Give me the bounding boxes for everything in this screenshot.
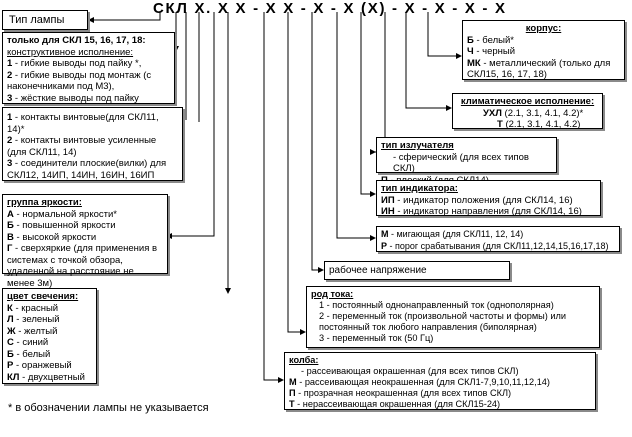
construction-key: 2 xyxy=(7,69,13,81)
color-text: - белый xyxy=(13,348,51,360)
indicator-text: - индикатор направления (для СКЛ14, 16) xyxy=(394,206,582,217)
connector-voltage xyxy=(312,12,320,270)
connector-indicator xyxy=(361,12,372,194)
brightness-box xyxy=(2,194,168,289)
flash-text: - порог срабатывания (для СКЛ11,12,14,15,16,17,18) xyxy=(387,240,609,251)
housing-box xyxy=(462,20,625,80)
footnote: * в обозначении лампы не указывается xyxy=(8,402,209,414)
construction-key: 3 xyxy=(7,92,13,104)
contacts-key: 3 xyxy=(7,158,13,169)
connector-housing xyxy=(428,12,458,56)
climate-key: УХЛ xyxy=(483,107,502,119)
brightness-text: - высокой яркости xyxy=(13,231,97,243)
bulb-text: - рассеивающая окрашенная (для всех типов СКЛ) xyxy=(301,366,519,376)
color-title: цвет свечения: xyxy=(7,291,79,302)
arrow-color xyxy=(225,288,231,294)
color-text: - красный xyxy=(12,302,59,314)
color-box xyxy=(2,288,97,384)
color-text: - зеленый xyxy=(13,314,60,325)
current-option: 2 - переменный ток (произвольной частоты и формы) или постоянный ток любого направления (биполярная) xyxy=(319,311,567,332)
climate-text: (2.1, 3.1, 4.1, 4.2) xyxy=(502,119,581,130)
color-text: - желтый xyxy=(15,325,58,337)
color-key: С xyxy=(7,337,14,348)
emitter-box xyxy=(376,137,557,173)
housing-text: - белый* xyxy=(473,34,514,46)
color-text: - синий xyxy=(13,337,49,348)
construction-text: - гибкие выводы под монтаж (с наконечниками под М3), xyxy=(7,69,152,92)
brightness-key: В xyxy=(7,231,14,243)
housing-key: МК xyxy=(467,57,481,69)
connector-bulb xyxy=(264,12,280,380)
bulb-text: - прозрачная неокрашенная (для всех типов СКЛ) xyxy=(295,388,512,398)
indicator-key: ИН xyxy=(381,206,395,217)
connector-lamp-type xyxy=(92,12,160,20)
construction-box xyxy=(2,32,175,104)
contacts-key: 2 xyxy=(7,135,13,146)
bulb-key: М xyxy=(289,377,297,387)
lamp-type-label: Тип лампы xyxy=(9,14,65,26)
construction-subtitle: конструктивное исполнение: xyxy=(7,46,134,58)
color-key: Л xyxy=(7,314,14,325)
housing-key: Б xyxy=(467,34,474,46)
connector-emitter xyxy=(372,12,385,152)
color-key: Б xyxy=(7,348,14,360)
flash-key: М xyxy=(381,229,389,239)
brightness-text: - сверхяркие (для применения в системах с точкой обзора, удаленной на расстояние не менее 3м) xyxy=(7,243,158,289)
color-key: КЛ xyxy=(7,371,20,383)
housing-text: - черный xyxy=(473,46,516,57)
housing-title: корпус: xyxy=(525,23,562,34)
climate-title: климатическое исполнение: xyxy=(460,96,595,107)
contacts-text: - контакты винтовые(для СКЛ11, 14)* xyxy=(7,112,159,135)
climate-key: Т xyxy=(497,119,503,130)
current-box xyxy=(306,286,600,348)
construction-title: только для СКЛ 15, 16, 17, 18: xyxy=(7,35,146,46)
bulb-title: колба: xyxy=(289,355,319,365)
indicator-key: ИП xyxy=(381,194,395,206)
brightness-text: - нормальной яркости* xyxy=(13,208,117,220)
flash-box xyxy=(376,226,620,252)
brightness-text: - повышенной яркости xyxy=(13,220,116,231)
construction-text: - жёсткие выводы под пайку xyxy=(12,92,139,104)
contacts-box xyxy=(2,107,183,181)
emitter-title: тип излучателя xyxy=(381,140,454,151)
bulb-text: - рассеивающая неокрашенная (для СКЛ1-7,9,10,11,12,14) xyxy=(296,377,550,387)
contacts-text: - соединители плоские(вилки) для СКЛ12, 14ИП, 14ИН, 16ИН, 16ИП xyxy=(7,158,167,181)
indicator-box xyxy=(376,180,601,216)
designation-code: СКЛ Х. Х Х - Х Х - Х - Х (Х) - Х - Х - Х - Х xyxy=(153,0,507,17)
climate-box xyxy=(452,93,603,129)
contacts-text: - контакты винтовые усиленные (для СКЛ11, 14) xyxy=(7,135,157,158)
contacts-key: 1 xyxy=(7,112,13,123)
indicator-text: - индикатор положения (для СКЛ14, 16) xyxy=(394,194,573,206)
bulb-text: - нерассеивающая окрашенная (для СКЛ15-24) xyxy=(294,399,501,409)
current-option: 1 - постоянный однонаправленный ток (однополярная) xyxy=(319,300,554,310)
climate-text: (2.1, 3.1, 4.1, 4.2)* xyxy=(501,107,584,119)
brightness-key: Г xyxy=(7,243,13,254)
color-text: - двухцветный xyxy=(19,371,85,383)
emitter-text: - сферический (для всех типов СКЛ) xyxy=(393,151,529,174)
color-key: Р xyxy=(7,360,14,371)
connector-climate xyxy=(406,12,448,108)
housing-text: - металлический (только для СКЛ15, 16, 17, 18) xyxy=(467,57,611,80)
indicator-title: тип индикатора: xyxy=(381,183,458,194)
arrow-lamp-type xyxy=(88,17,94,23)
color-key: К xyxy=(7,302,13,314)
voltage-box xyxy=(324,261,510,280)
lamp-type-box xyxy=(2,10,88,30)
connector-flash xyxy=(337,12,372,238)
construction-text: - гибкие выводы под пайку *, xyxy=(12,58,142,69)
bulb-box xyxy=(284,352,596,410)
brightness-key: А xyxy=(7,208,14,220)
brightness-key: Б xyxy=(7,220,14,231)
flash-text: - мигающая (для СКЛ11, 12, 14) xyxy=(388,229,524,239)
housing-key: Ч xyxy=(467,46,474,57)
connector-current xyxy=(288,12,302,332)
current-title: род тока: xyxy=(311,289,354,299)
bulb-key: П xyxy=(289,388,296,398)
current-option: 3 - переменный ток (50 Гц) xyxy=(319,333,434,343)
flash-key: Р xyxy=(381,240,388,251)
bulb-key: Т xyxy=(289,399,295,409)
color-text: - оранжевый xyxy=(13,360,72,371)
voltage-label: рабочее напряжение xyxy=(329,265,427,276)
construction-key: 1 xyxy=(7,58,13,69)
brightness-title: группа яркости: xyxy=(7,197,82,208)
color-key: Ж xyxy=(7,325,16,337)
